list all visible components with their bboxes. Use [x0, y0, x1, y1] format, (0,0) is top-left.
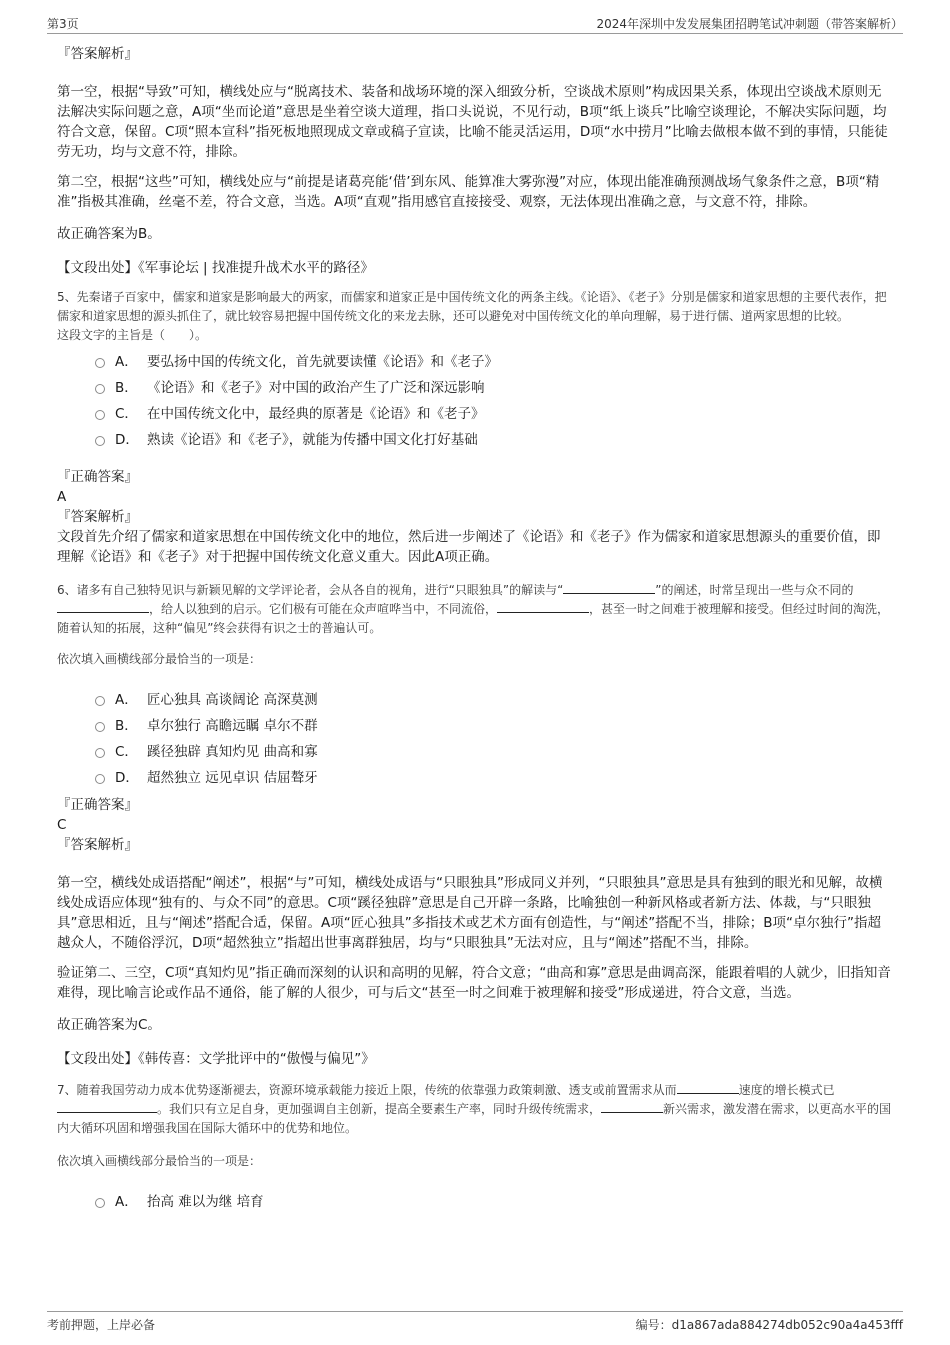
radio-icon[interactable] — [95, 410, 105, 420]
q7-prompt: 依次填入画横线部分最恰当的一项是： — [57, 1154, 262, 1168]
option-text: 抬高 难以为继 培育 — [147, 1194, 264, 1210]
page-header — [47, 11, 903, 34]
q6-answer-conclusion: 故正确答案为C。 — [57, 1017, 161, 1033]
q6-option-b[interactable]: B． 卓尔独行 高瞻远瞩 卓尔不群 — [95, 713, 893, 739]
option-text: 要弘扬中国的传统文化，首先就要读懂《论语》和《老子》 — [147, 354, 498, 370]
q5-option-d[interactable]: D． 熟读《论语》和《老子》，就能为传播中国文化打好基础 — [95, 427, 893, 453]
q6-option-d[interactable]: D． 超然独立 远见卓识 佶屈聱牙 — [95, 765, 893, 791]
q5-prompt: 这段文字的主旨是（ ）。 — [57, 328, 208, 342]
q6-analysis-label: 『答案解析』 — [57, 837, 138, 853]
radio-icon[interactable] — [95, 748, 105, 758]
radio-icon[interactable] — [95, 436, 105, 446]
option-text: 匠心独具 高谈阔论 高深莫测 — [147, 692, 318, 708]
fill-blank-3 — [497, 600, 589, 613]
q5-analysis: 文段首先介绍了儒家和道家思想在中国传统文化中的地位，然后进一步阐述了《论语》和《老子》作为儒家和道家思想源头的重要价值，即理解《论语》和《老子》对于把握中国传统文化意义重大。因此A项正确。 — [57, 529, 881, 565]
q5-option-c[interactable]: C． 在中国传统文化中，最经典的原著是《论语》和《老子》 — [95, 401, 893, 427]
page-footer — [47, 1311, 903, 1334]
page-content — [57, 44, 893, 1215]
q6-prompt: 依次填入画横线部分最恰当的一项是： — [57, 652, 262, 666]
fill-blank-1 — [563, 581, 655, 594]
q6-option-a[interactable]: A． 匠心独具 高谈阔论 高深莫测 — [95, 687, 893, 713]
option-text: 蹊径独辟 真知灼见 曲高和寡 — [147, 744, 318, 760]
q7-option-a[interactable]: A． 抬高 难以为继 培育 — [95, 1189, 893, 1215]
q6-analysis-p1: 第一空，横线处成语搭配“阐述”，根据“与”可知，横线处成语与“只眼独具”形成同义并列，“只眼独具”意思是具有独到的眼光和见解，故横线处成语应体现“独有的、与众不同”的意思。C项“蹊径独辟”意思是自己开辟一条路，比喻独创一种新风格或者新方法、体裁，与“只眼独具”意思相近，且与“阐述”搭配合适，保留。A项“匠心独具”多指技术或艺术方面有创造性，与“阐述”搭配不当，排除；B项“卓尔独行”指超越众人，不随俗浮沉，D项“超然独立”指超出世事离群独居，均与“只眼独具”无法对应，且与“阐述”搭配不当，排除。 — [57, 875, 883, 951]
q6-option-c[interactable]: C． 蹊径独辟 真知灼见 曲高和寡 — [95, 739, 893, 765]
page-number: 第3页 — [47, 17, 79, 31]
radio-icon[interactable] — [95, 1198, 105, 1208]
q5-answer: A — [57, 489, 67, 505]
fill-blank-2 — [57, 1100, 157, 1113]
radio-icon[interactable] — [95, 774, 105, 784]
q6-stem: 6、诸多有自己独特见识与新颖见解的文学评论者，会从各自的视角，进行“只眼独具”的解读与“ ”的阐述，时常呈现出一些与众不同的，给人以独到的启示。它们极有可能在众声喧哗当中，不同流俗， ，甚至一时之间难于被理解和接受。但经过时间的淘洗，随着认知的拓展，这种“偏见”终会获得有识之士的普遍认可。 — [57, 583, 890, 635]
radio-icon[interactable] — [95, 722, 105, 732]
q7-options — [95, 1189, 893, 1215]
q5-option-a[interactable]: A． 要弘扬中国的传统文化，首先就要读懂《论语》和《老子》 — [95, 349, 893, 375]
q6-analysis-p2: 验证第二、三空，C项“真知灼见”指正确而深刻的认识和高明的见解，符合文意；“曲高和寡”意思是曲调高深，能跟着唱的人就少，旧指知音难得，现比喻言论或作品不通俗，能了解的人很少，可与后文“甚至一时之间难于被理解和接受”形成递进，符合文意，当选。 — [57, 965, 891, 1001]
option-text: 在中国传统文化中，最经典的原著是《论语》和《老子》 — [147, 406, 485, 422]
q4-analysis-p1: 第一空，根据“导致”可知，横线处应与“脱离技术、装备和战场环境的深入细致分析，空谈战术原则”构成因果关系，体现出空谈战术原则无法解决实际问题之意，A项“坐而论道”意思是坐着空谈大道理，指口头说说，不见行动，B项“纸上谈兵”比喻空谈理论，不解决实际问题，均符合文意，保留。C项“照本宣科”指死板地照现成文章或稿子宣读，比喻不能灵活运用，D项“水中捞月”比喻去做根本做不到的事情，只能徒劳无功，均与文意不符，排除。 — [57, 84, 888, 160]
q7-stem: 7、随着我国劳动力成本优势逐渐褪去，资源环境承载能力接近上限，传统的依靠强力政策刺激、透支或前置需求从而 速度的增长模式已。我们只有立足自身，更加强调自主创新，提高全要素生产率，同时升级传统需求， 新兴需求，激发潜在需求，以更高水平的国内大循环巩固和增强我国在国际大循环中的优势和地位。 — [57, 1083, 892, 1135]
q5-options — [95, 349, 893, 453]
q4-source: 【文段出处】《军事论坛 | 找准提升战术水平的路径》 — [57, 260, 374, 276]
document-title: 2024年深圳中发发展集团招聘笔试冲刺题（带答案解析） — [596, 17, 903, 31]
q6-options — [95, 687, 893, 791]
option-text: 卓尔独行 高瞻远瞩 卓尔不群 — [147, 718, 318, 734]
q4-analysis-label: 『答案解析』 — [57, 46, 138, 62]
q5-answer-label: 『正确答案』 — [57, 469, 138, 485]
q5-analysis-label: 『答案解析』 — [57, 509, 138, 525]
fill-blank-1 — [677, 1081, 739, 1094]
radio-icon[interactable] — [95, 358, 105, 368]
fill-blank-3 — [601, 1100, 663, 1113]
q5-stem: 5、先秦诸子百家中，儒家和道家是影响最大的两家，而儒家和道家正是中国传统文化的两条主线。《论语》、《老子》分别是儒家和道家思想的主要代表作，把儒家和道家思想的源头抓住了，就比较容易把握中国传统文化的来龙去脉，还可以避免对中国传统文化的单向理解，易于进行儒、道两家思想的比较。 — [57, 290, 887, 323]
q6-source: 【文段出处】《韩传喜：文学批评中的“傲慢与偏见”》 — [57, 1051, 375, 1067]
q4-answer-conclusion: 故正确答案为B。 — [57, 226, 161, 242]
footer-slogan: 考前押题，上岸必备 — [47, 1318, 156, 1332]
document-id: 编号：d1a867ada884274db052c90a4a453fff — [635, 1318, 903, 1332]
option-text: 超然独立 远见卓识 佶屈聱牙 — [147, 770, 318, 786]
fill-blank-2 — [57, 600, 149, 613]
q6-answer: C — [57, 817, 67, 833]
q5-option-b[interactable]: B． 《论语》和《老子》对中国的政治产生了广泛和深远影响 — [95, 375, 893, 401]
option-text: 熟读《论语》和《老子》，就能为传播中国文化打好基础 — [147, 432, 478, 448]
radio-icon[interactable] — [95, 384, 105, 394]
q4-analysis-p2: 第二空，根据“这些”可知，横线处应与“前提是诸葛亮能‘借’到东风、能算准大雾弥漫”对应，体现出能准确预测战场气象条件之意，B项“精准”指极其准确，丝毫不差，符合文意，当选。A项“直观”指用感官直接接受、观察，无法体现出准确之意，与文意不符，排除。 — [57, 174, 880, 210]
option-text: 《论语》和《老子》对中国的政治产生了广泛和深远影响 — [147, 380, 485, 396]
q6-answer-label: 『正确答案』 — [57, 797, 138, 813]
radio-icon[interactable] — [95, 696, 105, 706]
